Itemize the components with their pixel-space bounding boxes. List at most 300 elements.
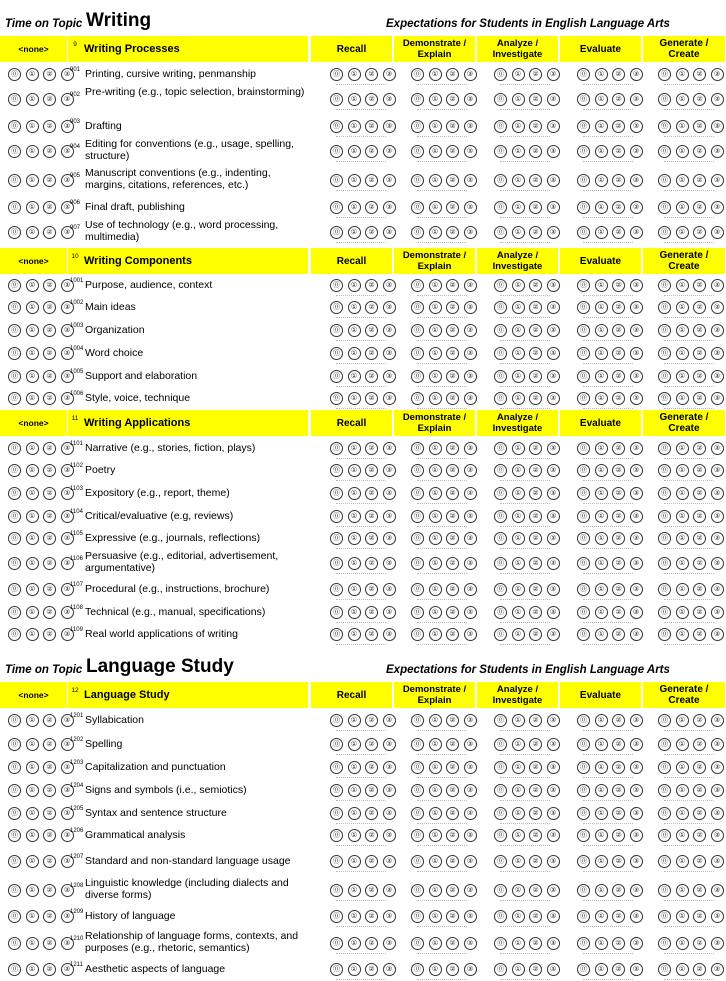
rating-bubble-0[interactable]: ⓪ — [411, 93, 424, 106]
rating-bubble-0[interactable]: ⓪ — [494, 226, 507, 239]
rating-bubble-0[interactable]: ⓪ — [577, 226, 590, 239]
rating-bubble-2[interactable]: ② — [43, 226, 56, 239]
rating-bubble-1[interactable]: ① — [676, 910, 689, 923]
rating-bubble-3[interactable]: ③ — [711, 532, 724, 545]
rating-bubble-1[interactable]: ① — [595, 145, 608, 158]
rating-bubble-2[interactable]: ② — [365, 347, 378, 360]
rating-bubble-3[interactable]: ③ — [711, 963, 724, 976]
rating-bubble-3[interactable]: ③ — [464, 855, 477, 868]
rating-bubble-1[interactable]: ① — [512, 174, 525, 187]
rating-bubble-2[interactable]: ② — [529, 807, 542, 820]
rating-bubble-2[interactable]: ② — [529, 93, 542, 106]
rating-bubble-2[interactable]: ② — [446, 279, 459, 292]
rating-bubble-2[interactable]: ② — [43, 829, 56, 842]
rating-bubble-3[interactable]: ③ — [630, 226, 643, 239]
rating-bubble-0[interactable]: ⓪ — [330, 784, 343, 797]
rating-bubble-3[interactable]: ③ — [61, 963, 74, 976]
rating-bubble-2[interactable]: ② — [529, 583, 542, 596]
rating-bubble-1[interactable]: ① — [676, 324, 689, 337]
rating-bubble-3[interactable]: ③ — [61, 68, 74, 81]
rating-bubble-2[interactable]: ② — [693, 201, 706, 214]
rating-bubble-0[interactable]: ⓪ — [411, 174, 424, 187]
rating-bubble-1[interactable]: ① — [429, 937, 442, 950]
rating-bubble-1[interactable]: ① — [26, 370, 39, 383]
rating-bubble-0[interactable]: ⓪ — [8, 442, 21, 455]
rating-bubble-2[interactable]: ② — [43, 487, 56, 500]
rating-bubble-2[interactable]: ② — [612, 606, 625, 619]
rating-bubble-2[interactable]: ② — [612, 532, 625, 545]
rating-bubble-2[interactable]: ② — [446, 93, 459, 106]
rating-bubble-0[interactable]: ⓪ — [658, 738, 671, 751]
rating-bubble-0[interactable]: ⓪ — [411, 807, 424, 820]
rating-bubble-2[interactable]: ② — [612, 738, 625, 751]
rating-bubble-1[interactable]: ① — [676, 487, 689, 500]
rating-bubble-0[interactable]: ⓪ — [577, 487, 590, 500]
rating-bubble-3[interactable]: ③ — [383, 738, 396, 751]
rating-bubble-0[interactable]: ⓪ — [658, 487, 671, 500]
rating-bubble-2[interactable]: ② — [529, 761, 542, 774]
rating-bubble-2[interactable]: ② — [612, 884, 625, 897]
rating-bubble-2[interactable]: ② — [693, 370, 706, 383]
rating-bubble-2[interactable]: ② — [612, 324, 625, 337]
rating-bubble-3[interactable]: ③ — [547, 347, 560, 360]
rating-bubble-1[interactable]: ① — [429, 324, 442, 337]
rating-bubble-3[interactable]: ③ — [711, 347, 724, 360]
rating-bubble-1[interactable]: ① — [348, 557, 361, 570]
rating-bubble-2[interactable]: ② — [446, 784, 459, 797]
rating-bubble-0[interactable]: ⓪ — [494, 347, 507, 360]
rating-bubble-0[interactable]: ⓪ — [330, 120, 343, 133]
rating-bubble-2[interactable]: ② — [529, 392, 542, 405]
rating-bubble-2[interactable]: ② — [612, 68, 625, 81]
rating-bubble-0[interactable]: ⓪ — [577, 807, 590, 820]
rating-bubble-3[interactable]: ③ — [711, 279, 724, 292]
rating-bubble-0[interactable]: ⓪ — [330, 738, 343, 751]
rating-bubble-2[interactable]: ② — [693, 145, 706, 158]
rating-bubble-2[interactable]: ② — [446, 855, 459, 868]
rating-bubble-0[interactable]: ⓪ — [330, 279, 343, 292]
rating-bubble-3[interactable]: ③ — [464, 120, 477, 133]
rating-bubble-3[interactable]: ③ — [711, 784, 724, 797]
rating-bubble-2[interactable]: ② — [446, 201, 459, 214]
rating-bubble-3[interactable]: ③ — [547, 201, 560, 214]
rating-bubble-1[interactable]: ① — [512, 855, 525, 868]
rating-bubble-1[interactable]: ① — [512, 279, 525, 292]
rating-bubble-2[interactable]: ② — [529, 714, 542, 727]
rating-bubble-0[interactable]: ⓪ — [330, 557, 343, 570]
rating-bubble-1[interactable]: ① — [26, 557, 39, 570]
rating-bubble-0[interactable]: ⓪ — [411, 347, 424, 360]
rating-bubble-1[interactable]: ① — [429, 532, 442, 545]
rating-bubble-3[interactable]: ③ — [464, 937, 477, 950]
rating-bubble-0[interactable]: ⓪ — [658, 145, 671, 158]
rating-bubble-0[interactable]: ⓪ — [658, 120, 671, 133]
rating-bubble-1[interactable]: ① — [348, 884, 361, 897]
rating-bubble-0[interactable]: ⓪ — [577, 120, 590, 133]
rating-bubble-3[interactable]: ③ — [383, 279, 396, 292]
rating-bubble-1[interactable]: ① — [429, 510, 442, 523]
rating-bubble-3[interactable]: ③ — [383, 937, 396, 950]
rating-bubble-2[interactable]: ② — [446, 145, 459, 158]
rating-bubble-0[interactable]: ⓪ — [577, 628, 590, 641]
rating-bubble-1[interactable]: ① — [348, 464, 361, 477]
rating-bubble-2[interactable]: ② — [43, 68, 56, 81]
rating-bubble-2[interactable]: ② — [43, 324, 56, 337]
rating-bubble-2[interactable]: ② — [693, 301, 706, 314]
rating-bubble-0[interactable]: ⓪ — [577, 145, 590, 158]
rating-bubble-2[interactable]: ② — [43, 120, 56, 133]
rating-bubble-0[interactable]: ⓪ — [411, 279, 424, 292]
rating-bubble-1[interactable]: ① — [348, 68, 361, 81]
rating-bubble-2[interactable]: ② — [612, 120, 625, 133]
rating-bubble-1[interactable]: ① — [512, 628, 525, 641]
rating-bubble-2[interactable]: ② — [43, 174, 56, 187]
rating-bubble-2[interactable]: ② — [365, 807, 378, 820]
rating-bubble-1[interactable]: ① — [595, 370, 608, 383]
rating-bubble-0[interactable]: ⓪ — [330, 487, 343, 500]
rating-bubble-1[interactable]: ① — [26, 392, 39, 405]
rating-bubble-2[interactable]: ② — [446, 628, 459, 641]
rating-bubble-3[interactable]: ③ — [547, 583, 560, 596]
rating-bubble-1[interactable]: ① — [429, 370, 442, 383]
rating-bubble-0[interactable]: ⓪ — [658, 963, 671, 976]
rating-bubble-2[interactable]: ② — [43, 201, 56, 214]
rating-bubble-1[interactable]: ① — [348, 93, 361, 106]
rating-bubble-2[interactable]: ② — [43, 392, 56, 405]
rating-bubble-1[interactable]: ① — [26, 347, 39, 360]
rating-bubble-0[interactable]: ⓪ — [411, 464, 424, 477]
rating-bubble-2[interactable]: ② — [365, 557, 378, 570]
rating-bubble-2[interactable]: ② — [612, 937, 625, 950]
rating-bubble-3[interactable]: ③ — [383, 93, 396, 106]
rating-bubble-1[interactable]: ① — [348, 201, 361, 214]
rating-bubble-1[interactable]: ① — [512, 68, 525, 81]
rating-bubble-1[interactable]: ① — [348, 370, 361, 383]
rating-bubble-3[interactable]: ③ — [547, 370, 560, 383]
rating-bubble-1[interactable]: ① — [676, 557, 689, 570]
rating-bubble-0[interactable]: ⓪ — [8, 807, 21, 820]
rating-bubble-3[interactable]: ③ — [61, 201, 74, 214]
rating-bubble-1[interactable]: ① — [429, 855, 442, 868]
rating-bubble-2[interactable]: ② — [612, 855, 625, 868]
rating-bubble-1[interactable]: ① — [429, 68, 442, 81]
rating-bubble-1[interactable]: ① — [512, 557, 525, 570]
rating-bubble-2[interactable]: ② — [365, 279, 378, 292]
rating-bubble-3[interactable]: ③ — [61, 807, 74, 820]
rating-bubble-2[interactable]: ② — [365, 145, 378, 158]
rating-bubble-0[interactable]: ⓪ — [658, 829, 671, 842]
rating-bubble-0[interactable]: ⓪ — [494, 606, 507, 619]
rating-bubble-1[interactable]: ① — [26, 784, 39, 797]
rating-bubble-3[interactable]: ③ — [61, 464, 74, 477]
rating-bubble-1[interactable]: ① — [429, 347, 442, 360]
rating-bubble-3[interactable]: ③ — [630, 738, 643, 751]
rating-bubble-2[interactable]: ② — [446, 120, 459, 133]
none-option[interactable]: <none> — [0, 410, 67, 436]
rating-bubble-3[interactable]: ③ — [464, 761, 477, 774]
rating-bubble-2[interactable]: ② — [693, 120, 706, 133]
rating-bubble-2[interactable]: ② — [365, 884, 378, 897]
rating-bubble-2[interactable]: ② — [693, 487, 706, 500]
rating-bubble-2[interactable]: ② — [529, 464, 542, 477]
rating-bubble-2[interactable]: ② — [529, 324, 542, 337]
rating-bubble-1[interactable]: ① — [676, 464, 689, 477]
rating-bubble-0[interactable]: ⓪ — [411, 324, 424, 337]
rating-bubble-1[interactable]: ① — [26, 201, 39, 214]
rating-bubble-1[interactable]: ① — [512, 120, 525, 133]
rating-bubble-3[interactable]: ③ — [711, 68, 724, 81]
rating-bubble-0[interactable]: ⓪ — [411, 442, 424, 455]
rating-bubble-1[interactable]: ① — [348, 279, 361, 292]
rating-bubble-2[interactable]: ② — [365, 201, 378, 214]
rating-bubble-2[interactable]: ② — [446, 347, 459, 360]
rating-bubble-0[interactable]: ⓪ — [411, 301, 424, 314]
rating-bubble-0[interactable]: ⓪ — [494, 442, 507, 455]
rating-bubble-2[interactable]: ② — [693, 347, 706, 360]
rating-bubble-2[interactable]: ② — [446, 442, 459, 455]
rating-bubble-1[interactable]: ① — [595, 93, 608, 106]
rating-bubble-0[interactable]: ⓪ — [658, 68, 671, 81]
rating-bubble-1[interactable]: ① — [429, 628, 442, 641]
rating-bubble-2[interactable]: ② — [446, 68, 459, 81]
rating-bubble-1[interactable]: ① — [676, 807, 689, 820]
rating-bubble-2[interactable]: ② — [43, 370, 56, 383]
rating-bubble-0[interactable]: ⓪ — [8, 910, 21, 923]
rating-bubble-1[interactable]: ① — [512, 93, 525, 106]
rating-bubble-0[interactable]: ⓪ — [658, 606, 671, 619]
rating-bubble-0[interactable]: ⓪ — [494, 279, 507, 292]
rating-bubble-3[interactable]: ③ — [383, 583, 396, 596]
rating-bubble-2[interactable]: ② — [693, 279, 706, 292]
rating-bubble-3[interactable]: ③ — [383, 487, 396, 500]
rating-bubble-3[interactable]: ③ — [630, 807, 643, 820]
rating-bubble-1[interactable]: ① — [676, 829, 689, 842]
rating-bubble-2[interactable]: ② — [612, 910, 625, 923]
rating-bubble-2[interactable]: ② — [529, 557, 542, 570]
rating-bubble-2[interactable]: ② — [365, 370, 378, 383]
rating-bubble-2[interactable]: ② — [693, 557, 706, 570]
rating-bubble-1[interactable]: ① — [595, 910, 608, 923]
rating-bubble-0[interactable]: ⓪ — [411, 392, 424, 405]
rating-bubble-3[interactable]: ③ — [464, 442, 477, 455]
rating-bubble-0[interactable]: ⓪ — [577, 442, 590, 455]
rating-bubble-0[interactable]: ⓪ — [8, 68, 21, 81]
rating-bubble-3[interactable]: ③ — [464, 464, 477, 477]
rating-bubble-0[interactable]: ⓪ — [8, 145, 21, 158]
rating-bubble-2[interactable]: ② — [612, 628, 625, 641]
rating-bubble-1[interactable]: ① — [429, 829, 442, 842]
rating-bubble-0[interactable]: ⓪ — [494, 201, 507, 214]
rating-bubble-3[interactable]: ③ — [547, 937, 560, 950]
rating-bubble-1[interactable]: ① — [348, 145, 361, 158]
rating-bubble-2[interactable]: ② — [446, 174, 459, 187]
rating-bubble-3[interactable]: ③ — [61, 226, 74, 239]
rating-bubble-0[interactable]: ⓪ — [330, 606, 343, 619]
rating-bubble-0[interactable]: ⓪ — [330, 963, 343, 976]
rating-bubble-0[interactable]: ⓪ — [658, 807, 671, 820]
rating-bubble-0[interactable]: ⓪ — [8, 738, 21, 751]
rating-bubble-1[interactable]: ① — [595, 829, 608, 842]
rating-bubble-1[interactable]: ① — [429, 761, 442, 774]
rating-bubble-3[interactable]: ③ — [547, 510, 560, 523]
rating-bubble-3[interactable]: ③ — [711, 392, 724, 405]
rating-bubble-2[interactable]: ② — [365, 68, 378, 81]
rating-bubble-1[interactable]: ① — [676, 93, 689, 106]
rating-bubble-1[interactable]: ① — [676, 392, 689, 405]
rating-bubble-3[interactable]: ③ — [61, 301, 74, 314]
rating-bubble-0[interactable]: ⓪ — [330, 174, 343, 187]
rating-bubble-0[interactable]: ⓪ — [330, 807, 343, 820]
rating-bubble-3[interactable]: ③ — [711, 201, 724, 214]
rating-bubble-2[interactable]: ② — [365, 226, 378, 239]
rating-bubble-0[interactable]: ⓪ — [658, 937, 671, 950]
rating-bubble-0[interactable]: ⓪ — [577, 464, 590, 477]
rating-bubble-1[interactable]: ① — [26, 884, 39, 897]
rating-bubble-0[interactable]: ⓪ — [330, 324, 343, 337]
rating-bubble-2[interactable]: ② — [446, 532, 459, 545]
rating-bubble-0[interactable]: ⓪ — [411, 226, 424, 239]
rating-bubble-3[interactable]: ③ — [711, 301, 724, 314]
rating-bubble-1[interactable]: ① — [348, 937, 361, 950]
rating-bubble-2[interactable]: ② — [693, 807, 706, 820]
rating-bubble-1[interactable]: ① — [512, 347, 525, 360]
rating-bubble-1[interactable]: ① — [429, 442, 442, 455]
rating-bubble-0[interactable]: ⓪ — [494, 855, 507, 868]
rating-bubble-3[interactable]: ③ — [711, 714, 724, 727]
rating-bubble-1[interactable]: ① — [595, 68, 608, 81]
rating-bubble-0[interactable]: ⓪ — [494, 784, 507, 797]
rating-bubble-1[interactable]: ① — [26, 583, 39, 596]
rating-bubble-0[interactable]: ⓪ — [411, 855, 424, 868]
rating-bubble-1[interactable]: ① — [676, 279, 689, 292]
rating-bubble-2[interactable]: ② — [43, 784, 56, 797]
rating-bubble-1[interactable]: ① — [512, 937, 525, 950]
rating-bubble-2[interactable]: ② — [612, 829, 625, 842]
rating-bubble-0[interactable]: ⓪ — [8, 226, 21, 239]
rating-bubble-1[interactable]: ① — [26, 963, 39, 976]
rating-bubble-2[interactable]: ② — [612, 347, 625, 360]
rating-bubble-1[interactable]: ① — [348, 963, 361, 976]
rating-bubble-0[interactable]: ⓪ — [411, 532, 424, 545]
rating-bubble-1[interactable]: ① — [26, 606, 39, 619]
rating-bubble-0[interactable]: ⓪ — [8, 937, 21, 950]
rating-bubble-2[interactable]: ② — [43, 628, 56, 641]
rating-bubble-1[interactable]: ① — [512, 487, 525, 500]
rating-bubble-2[interactable]: ② — [365, 324, 378, 337]
rating-bubble-3[interactable]: ③ — [464, 392, 477, 405]
rating-bubble-1[interactable]: ① — [348, 120, 361, 133]
rating-bubble-1[interactable]: ① — [429, 910, 442, 923]
rating-bubble-1[interactable]: ① — [26, 807, 39, 820]
rating-bubble-3[interactable]: ③ — [711, 738, 724, 751]
rating-bubble-3[interactable]: ③ — [61, 487, 74, 500]
rating-bubble-2[interactable]: ② — [693, 761, 706, 774]
rating-bubble-2[interactable]: ② — [612, 226, 625, 239]
none-option[interactable]: <none> — [0, 36, 67, 62]
rating-bubble-1[interactable]: ① — [26, 174, 39, 187]
rating-bubble-2[interactable]: ② — [365, 93, 378, 106]
rating-bubble-0[interactable]: ⓪ — [577, 829, 590, 842]
rating-bubble-1[interactable]: ① — [512, 370, 525, 383]
rating-bubble-2[interactable]: ② — [365, 532, 378, 545]
rating-bubble-1[interactable]: ① — [26, 714, 39, 727]
rating-bubble-1[interactable]: ① — [348, 347, 361, 360]
rating-bubble-0[interactable]: ⓪ — [411, 370, 424, 383]
rating-bubble-1[interactable]: ① — [26, 937, 39, 950]
rating-bubble-3[interactable]: ③ — [383, 120, 396, 133]
rating-bubble-0[interactable]: ⓪ — [658, 557, 671, 570]
rating-bubble-2[interactable]: ② — [365, 606, 378, 619]
rating-bubble-1[interactable]: ① — [676, 68, 689, 81]
rating-bubble-0[interactable]: ⓪ — [577, 347, 590, 360]
rating-bubble-0[interactable]: ⓪ — [330, 68, 343, 81]
rating-bubble-1[interactable]: ① — [676, 510, 689, 523]
rating-bubble-2[interactable]: ② — [43, 855, 56, 868]
rating-bubble-0[interactable]: ⓪ — [494, 120, 507, 133]
rating-bubble-3[interactable]: ③ — [61, 557, 74, 570]
rating-bubble-3[interactable]: ③ — [464, 370, 477, 383]
rating-bubble-1[interactable]: ① — [348, 487, 361, 500]
rating-bubble-3[interactable]: ③ — [711, 93, 724, 106]
rating-bubble-3[interactable]: ③ — [630, 487, 643, 500]
rating-bubble-3[interactable]: ③ — [630, 937, 643, 950]
rating-bubble-0[interactable]: ⓪ — [494, 761, 507, 774]
rating-bubble-0[interactable]: ⓪ — [494, 963, 507, 976]
rating-bubble-1[interactable]: ① — [348, 442, 361, 455]
rating-bubble-1[interactable]: ① — [595, 201, 608, 214]
rating-bubble-0[interactable]: ⓪ — [330, 910, 343, 923]
none-option[interactable]: <none> — [0, 682, 67, 708]
rating-bubble-0[interactable]: ⓪ — [411, 761, 424, 774]
rating-bubble-0[interactable]: ⓪ — [8, 628, 21, 641]
rating-bubble-2[interactable]: ② — [43, 738, 56, 751]
rating-bubble-3[interactable]: ③ — [547, 93, 560, 106]
rating-bubble-0[interactable]: ⓪ — [494, 324, 507, 337]
rating-bubble-0[interactable]: ⓪ — [577, 606, 590, 619]
rating-bubble-1[interactable]: ① — [595, 583, 608, 596]
rating-bubble-3[interactable]: ③ — [711, 583, 724, 596]
rating-bubble-2[interactable]: ② — [365, 301, 378, 314]
rating-bubble-3[interactable]: ③ — [630, 301, 643, 314]
rating-bubble-1[interactable]: ① — [595, 784, 608, 797]
rating-bubble-0[interactable]: ⓪ — [577, 714, 590, 727]
rating-bubble-0[interactable]: ⓪ — [494, 532, 507, 545]
rating-bubble-2[interactable]: ② — [693, 963, 706, 976]
rating-bubble-3[interactable]: ③ — [61, 714, 74, 727]
rating-bubble-2[interactable]: ② — [693, 714, 706, 727]
rating-bubble-1[interactable]: ① — [429, 201, 442, 214]
rating-bubble-3[interactable]: ③ — [383, 301, 396, 314]
rating-bubble-1[interactable]: ① — [512, 464, 525, 477]
rating-bubble-3[interactable]: ③ — [630, 174, 643, 187]
rating-bubble-3[interactable]: ③ — [711, 761, 724, 774]
rating-bubble-0[interactable]: ⓪ — [8, 279, 21, 292]
rating-bubble-2[interactable]: ② — [612, 510, 625, 523]
rating-bubble-0[interactable]: ⓪ — [658, 301, 671, 314]
rating-bubble-3[interactable]: ③ — [630, 855, 643, 868]
rating-bubble-2[interactable]: ② — [529, 226, 542, 239]
rating-bubble-1[interactable]: ① — [512, 510, 525, 523]
rating-bubble-2[interactable]: ② — [693, 68, 706, 81]
rating-bubble-0[interactable]: ⓪ — [411, 963, 424, 976]
rating-bubble-1[interactable]: ① — [26, 487, 39, 500]
rating-bubble-2[interactable]: ② — [365, 761, 378, 774]
rating-bubble-3[interactable]: ③ — [383, 829, 396, 842]
rating-bubble-3[interactable]: ③ — [464, 68, 477, 81]
rating-bubble-3[interactable]: ③ — [630, 324, 643, 337]
rating-bubble-2[interactable]: ② — [529, 829, 542, 842]
rating-bubble-0[interactable]: ⓪ — [330, 937, 343, 950]
